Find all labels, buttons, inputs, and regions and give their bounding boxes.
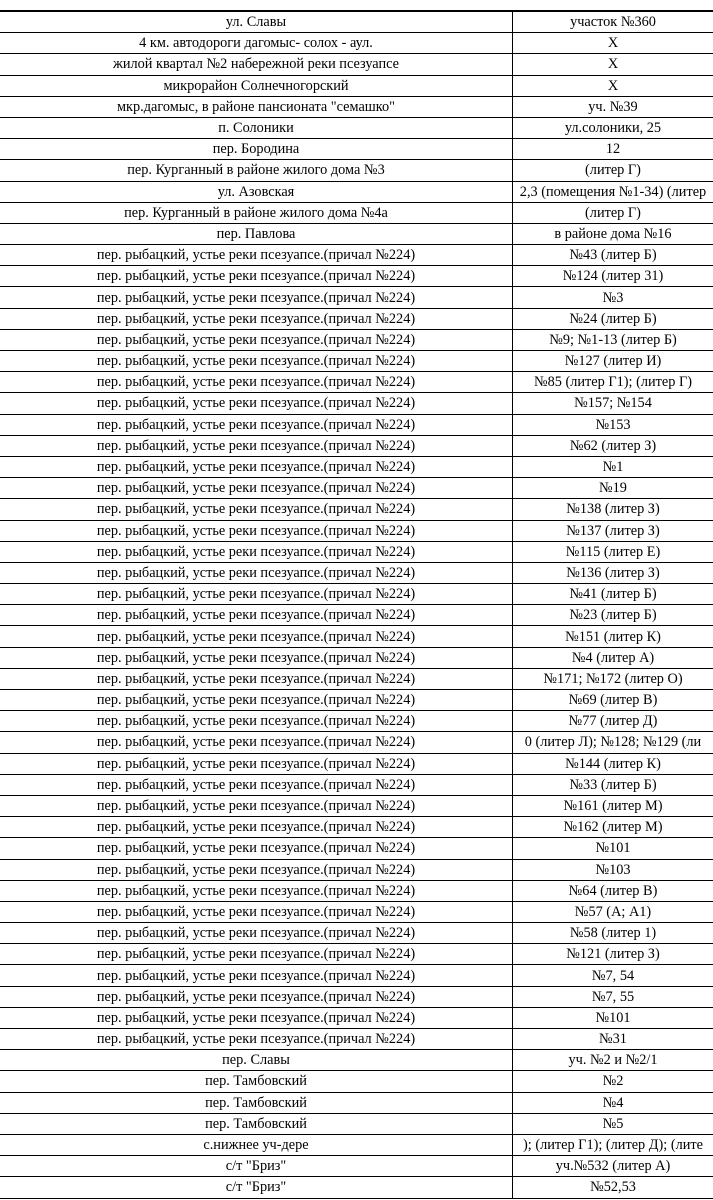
number-cell-text: в районе дома №16 (554, 225, 672, 242)
number-cell (513, 753, 713, 774)
table-row (0, 1156, 713, 1177)
table-row (0, 202, 713, 223)
address-cell: пер. рыбацкий, устье реки псезуапсе.(причал №224) (0, 1007, 513, 1028)
address-cell: ул. Азовская (0, 181, 513, 202)
number-cell-text: уч. №2 и №2/1 (568, 1052, 658, 1069)
number-cell (513, 838, 713, 859)
address-cell: пер. рыбацкий, устье реки псезуапсе.(причал №224) (0, 308, 513, 329)
number-cell (513, 605, 713, 626)
number-cell-text: №77 (литер Д) (568, 713, 658, 730)
address-cell: пер. рыбацкий, устье реки псезуапсе.(причал №224) (0, 414, 513, 435)
table-row (0, 986, 713, 1007)
number-cell-text: №153 (595, 416, 631, 433)
number-cell (513, 520, 713, 541)
table-row (0, 478, 713, 499)
table-row (0, 1007, 713, 1028)
address-cell: 4 км. автодороги дагомыс- солох - аул. (0, 33, 513, 54)
address-cell: мкр.дагомыс, в районе пансионата "семашко" (0, 96, 513, 117)
number-cell-text: 0 (литер Л); №128; №129 (ли (524, 734, 702, 751)
table-row (0, 245, 713, 266)
number-cell (513, 96, 713, 117)
number-cell (513, 1071, 713, 1092)
address-cell: пер. рыбацкий, устье реки псезуапсе.(причал №224) (0, 944, 513, 965)
address-cell: пер. Тамбовский (0, 1092, 513, 1113)
address-cell: пер. рыбацкий, устье реки псезуапсе.(причал №224) (0, 859, 513, 880)
table-row (0, 435, 713, 456)
table-row (0, 1113, 713, 1134)
table-row (0, 96, 713, 117)
number-cell (513, 435, 713, 456)
number-cell-text: уч. №39 (588, 98, 638, 115)
number-cell (513, 986, 713, 1007)
number-cell-text: №24 (литер Б) (569, 310, 657, 327)
number-cell (513, 584, 713, 605)
number-cell-text: (литер Г) (585, 162, 641, 179)
table-row (0, 520, 713, 541)
address-cell: пер. рыбацкий, устье реки псезуапсе.(причал №224) (0, 520, 513, 541)
number-cell-text: №52,53 (590, 1179, 636, 1196)
address-cell: пер. рыбацкий, устье реки псезуапсе.(причал №224) (0, 541, 513, 562)
address-cell: пер. рыбацкий, устье реки псезуапсе.(причал №224) (0, 351, 513, 372)
number-cell-text: №19 (599, 480, 627, 497)
address-cell: ул. Славы (0, 11, 513, 33)
number-cell-text: №7, 55 (591, 988, 635, 1005)
table-row (0, 838, 713, 859)
number-cell-text: №69 (литер В) (568, 692, 658, 709)
address-cell: пер. рыбацкий, устье реки псезуапсе.(причал №224) (0, 795, 513, 816)
number-cell (513, 372, 713, 393)
address-cell: пер. рыбацкий, устье реки псезуапсе.(причал №224) (0, 372, 513, 393)
table-row (0, 499, 713, 520)
table-row (0, 1071, 713, 1092)
number-cell-text: №62 (литер З) (569, 437, 657, 454)
table-row (0, 562, 713, 583)
number-cell (513, 668, 713, 689)
address-cell: пер. рыбацкий, устье реки псезуапсе.(причал №224) (0, 668, 513, 689)
address-cell: пер. рыбацкий, устье реки псезуапсе.(причал №224) (0, 329, 513, 350)
table-row (0, 732, 713, 753)
number-cell (513, 1007, 713, 1028)
number-cell (513, 711, 713, 732)
table-row (0, 351, 713, 372)
number-cell (513, 901, 713, 922)
address-cell: пер. Павлова (0, 223, 513, 244)
number-cell-text: №101 (595, 1009, 631, 1026)
address-cell: пер. рыбацкий, устье реки псезуапсе.(причал №224) (0, 1029, 513, 1050)
number-cell (513, 414, 713, 435)
table-row (0, 308, 713, 329)
number-cell (513, 287, 713, 308)
number-cell (513, 944, 713, 965)
address-cell: пер. рыбацкий, устье реки псезуапсе.(причал №224) (0, 690, 513, 711)
document-sheet (0, 10, 713, 1199)
number-cell-text: участок №360 (570, 14, 656, 31)
number-cell (513, 1050, 713, 1071)
address-cell: пер. рыбацкий, устье реки псезуапсе.(причал №224) (0, 817, 513, 838)
number-cell-text: №64 (литер В) (568, 882, 658, 899)
address-cell: пер. рыбацкий, устье реки псезуапсе.(причал №224) (0, 711, 513, 732)
number-cell-text: №144 (литер К) (565, 755, 661, 772)
address-cell: с/т "Бриз" (0, 1177, 513, 1198)
table-row (0, 414, 713, 435)
address-cell: пер. рыбацкий, устье реки псезуапсе.(причал №224) (0, 562, 513, 583)
number-cell (513, 1092, 713, 1113)
address-cell: пер. рыбацкий, устье реки псезуапсе.(причал №224) (0, 901, 513, 922)
address-cell: микрорайон Солнечногорский (0, 75, 513, 96)
number-cell-text: №58 (литер 1) (569, 925, 657, 942)
address-cell: пер. рыбацкий, устье реки псезуапсе.(причал №224) (0, 732, 513, 753)
address-cell: пер. Курганный в районе жилого дома №3 (0, 160, 513, 181)
number-cell (513, 117, 713, 138)
number-cell-text: ул.солоники, 25 (564, 120, 662, 137)
address-cell: пер. рыбацкий, устье реки псезуапсе.(причал №224) (0, 393, 513, 414)
table-row (0, 1050, 713, 1071)
number-cell-text: №162 (литер М) (563, 819, 663, 836)
number-cell-text: X (607, 77, 619, 94)
number-cell-text: уч.№532 (литер А) (555, 1158, 671, 1175)
address-cell: пер. рыбацкий, устье реки псезуапсе.(причал №224) (0, 923, 513, 944)
number-cell-text: №127 (литер И) (564, 353, 662, 370)
number-cell (513, 223, 713, 244)
address-cell: пер. рыбацкий, устье реки псезуапсе.(причал №224) (0, 626, 513, 647)
number-cell (513, 499, 713, 520)
address-cell: пер. рыбацкий, устье реки псезуапсе.(причал №224) (0, 287, 513, 308)
number-cell-text: №43 (литер Б) (569, 247, 657, 264)
number-cell-text: X (607, 56, 619, 73)
address-cell: пер. Курганный в районе жилого дома №4а (0, 202, 513, 223)
table-row (0, 541, 713, 562)
number-cell-text: X (607, 35, 619, 52)
number-cell-text: №5 (602, 1115, 624, 1132)
number-cell (513, 1156, 713, 1177)
table-row (0, 859, 713, 880)
table-row (0, 117, 713, 138)
number-cell (513, 456, 713, 477)
address-cell: пер. рыбацкий, устье реки псезуапсе.(причал №224) (0, 435, 513, 456)
address-cell: пер. рыбацкий, устье реки псезуапсе.(причал №224) (0, 605, 513, 626)
number-cell-text: №138 (литер З) (566, 501, 660, 518)
number-cell (513, 859, 713, 880)
address-cell: пер. Славы (0, 1050, 513, 1071)
number-cell-text: 2,3 (помещения №1-34) (литер (519, 183, 707, 200)
number-cell (513, 160, 713, 181)
number-cell-text: №3 (602, 289, 624, 306)
number-cell-text: №121 (литер З) (566, 946, 660, 963)
table-row (0, 923, 713, 944)
table-row (0, 75, 713, 96)
number-cell-text: №4 (литер А) (571, 649, 655, 666)
table-row (0, 393, 713, 414)
number-cell-text: №23 (литер Б) (569, 607, 657, 624)
number-cell-text: №124 (литер 31) (562, 268, 664, 285)
address-cell: пер. Тамбовский (0, 1071, 513, 1092)
number-cell (513, 478, 713, 499)
number-cell-text: №41 (литер Б) (569, 586, 657, 603)
address-table-body (0, 11, 713, 1198)
table-row (0, 626, 713, 647)
number-cell (513, 351, 713, 372)
number-cell-text: (литер Г) (585, 204, 641, 221)
number-cell (513, 245, 713, 266)
number-cell-text: №31 (599, 1031, 627, 1048)
address-cell: пер. рыбацкий, устье реки псезуапсе.(причал №224) (0, 774, 513, 795)
number-cell (513, 626, 713, 647)
address-cell: с/т "Бриз" (0, 1156, 513, 1177)
number-cell-text: №157; №154 (574, 395, 652, 412)
number-cell-text: №136 (литер З) (566, 564, 660, 581)
table-row (0, 880, 713, 901)
address-cell: пер. рыбацкий, устье реки псезуапсе.(причал №224) (0, 880, 513, 901)
table-row (0, 1134, 713, 1155)
table-row (0, 287, 713, 308)
address-cell: пер. рыбацкий, устье реки псезуапсе.(причал №224) (0, 753, 513, 774)
table-row (0, 584, 713, 605)
number-cell-text: №115 (литер Е) (565, 543, 661, 560)
number-cell (513, 11, 713, 33)
number-cell-text: 12 (605, 141, 621, 158)
address-cell: пер. рыбацкий, устье реки псезуапсе.(причал №224) (0, 986, 513, 1007)
table-row (0, 181, 713, 202)
table-row (0, 711, 713, 732)
number-cell (513, 181, 713, 202)
number-cell-text: №151 (литер К) (565, 628, 661, 645)
number-cell (513, 202, 713, 223)
number-cell-text: №103 (595, 861, 631, 878)
address-cell: с.нижнее уч-дере (0, 1134, 513, 1155)
table-row (0, 329, 713, 350)
address-cell: пер. рыбацкий, устье реки псезуапсе.(причал №224) (0, 647, 513, 668)
number-cell (513, 880, 713, 901)
table-row (0, 817, 713, 838)
address-cell: пер. Бородина (0, 139, 513, 160)
number-cell (513, 732, 713, 753)
number-cell-text: №171; №172 (литер О) (543, 670, 683, 687)
number-cell (513, 562, 713, 583)
table-row (0, 456, 713, 477)
address-cell: п. Солоники (0, 117, 513, 138)
table-row (0, 1177, 713, 1198)
address-cell: жилой квартал №2 набережной реки псезуапсе (0, 54, 513, 75)
number-cell (513, 647, 713, 668)
table-row (0, 266, 713, 287)
address-cell: пер. рыбацкий, устье реки псезуапсе.(причал №224) (0, 245, 513, 266)
number-cell (513, 923, 713, 944)
table-row (0, 753, 713, 774)
table-row (0, 605, 713, 626)
table-row (0, 372, 713, 393)
table-row (0, 690, 713, 711)
address-cell: пер. рыбацкий, устье реки псезуапсе.(причал №224) (0, 838, 513, 859)
number-cell (513, 774, 713, 795)
number-cell-text: №7, 54 (591, 967, 635, 984)
table-row (0, 1029, 713, 1050)
table-row (0, 54, 713, 75)
number-cell (513, 308, 713, 329)
number-cell-text: №137 (литер З) (566, 522, 660, 539)
table-row (0, 11, 713, 33)
address-cell: пер. рыбацкий, устье реки псезуапсе.(причал №224) (0, 266, 513, 287)
number-cell-text: ); (литер Г1); (литер Д); (лите (523, 1137, 703, 1154)
number-cell (513, 795, 713, 816)
number-cell (513, 1113, 713, 1134)
table-row (0, 901, 713, 922)
number-cell-text: №4 (602, 1094, 624, 1111)
number-cell-text: №101 (595, 840, 631, 857)
table-row (0, 668, 713, 689)
table-row (0, 33, 713, 54)
number-cell-text: №57 (А; А1) (574, 903, 652, 920)
number-cell (513, 75, 713, 96)
table-row (0, 223, 713, 244)
number-cell (513, 266, 713, 287)
table-row (0, 139, 713, 160)
number-cell (513, 139, 713, 160)
table-row (0, 1092, 713, 1113)
number-cell (513, 329, 713, 350)
number-cell-text: №161 (литер М) (563, 798, 663, 815)
address-cell: пер. Тамбовский (0, 1113, 513, 1134)
number-cell-text: №85 (литер Г1); (литер Г) (534, 374, 692, 391)
number-cell (513, 54, 713, 75)
table-row (0, 795, 713, 816)
number-cell-text: №2 (602, 1073, 624, 1090)
number-cell (513, 393, 713, 414)
address-table (0, 10, 713, 1199)
address-cell: пер. рыбацкий, устье реки псезуапсе.(причал №224) (0, 965, 513, 986)
table-row (0, 944, 713, 965)
address-cell: пер. рыбацкий, устье реки псезуапсе.(причал №224) (0, 499, 513, 520)
table-row (0, 774, 713, 795)
address-cell: пер. рыбацкий, устье реки псезуапсе.(причал №224) (0, 478, 513, 499)
address-cell: пер. рыбацкий, устье реки псезуапсе.(причал №224) (0, 456, 513, 477)
number-cell (513, 1029, 713, 1050)
number-cell (513, 817, 713, 838)
number-cell (513, 33, 713, 54)
number-cell (513, 965, 713, 986)
table-row (0, 647, 713, 668)
address-cell: пер. рыбацкий, устье реки псезуапсе.(причал №224) (0, 584, 513, 605)
table-row (0, 965, 713, 986)
number-cell-text: №33 (литер Б) (569, 776, 657, 793)
number-cell (513, 1177, 713, 1198)
number-cell (513, 1134, 713, 1155)
number-cell (513, 541, 713, 562)
number-cell-text: №1 (602, 459, 624, 476)
table-row (0, 160, 713, 181)
number-cell (513, 690, 713, 711)
number-cell-text: №9; №1-13 (литер Б) (549, 331, 677, 348)
